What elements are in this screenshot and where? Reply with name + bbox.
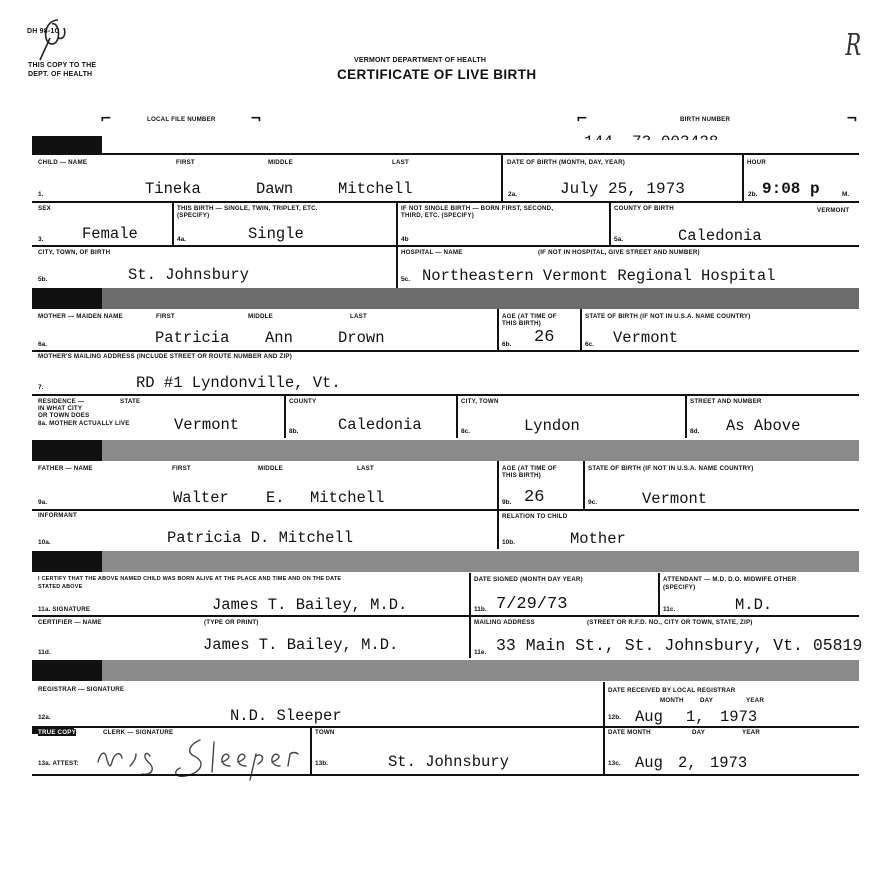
hospital-note: (IF NOT IN HOSPITAL, GIVE STREET AND NUMBER) <box>538 249 700 256</box>
county-of-birth: Caledonia <box>678 227 762 245</box>
father-section-label: FATHER — NAME <box>38 465 93 472</box>
local-file-label: LOCAL FILE NUMBER <box>147 116 216 123</box>
item-number: 4a. <box>177 236 187 243</box>
item-number: 8b. <box>289 428 299 435</box>
mother-first-name: Patricia <box>155 329 230 347</box>
rule <box>497 510 499 549</box>
last-label: LAST <box>357 465 374 472</box>
section-tab <box>32 440 102 461</box>
residence-state-label: STATE <box>120 398 141 405</box>
relation-to-child: Mother <box>570 530 626 548</box>
rule <box>172 202 174 246</box>
last-label: LAST <box>392 159 409 166</box>
corner-mark: R <box>845 28 862 63</box>
birth-type-label: THIS BIRTH — SINGLE, TWIN, TRIPLET, ETC. <box>177 205 318 212</box>
rule <box>583 461 585 510</box>
residence-label: 8a. MOTHER ACTUALLY LIVE <box>38 420 130 427</box>
certifier-label: CERTIFIER — NAME <box>38 619 102 626</box>
rule <box>32 726 859 728</box>
rule <box>685 395 687 438</box>
item-number: 9c. <box>588 499 598 506</box>
mother-last-name: Drown <box>338 329 385 347</box>
section-tab <box>32 288 102 309</box>
father-last-name: Mitchell <box>310 489 385 507</box>
item-number: 5c. <box>401 276 411 283</box>
rule <box>32 774 859 776</box>
item-number: 6c. <box>585 341 595 348</box>
city-of-birth: St. Johnsbury <box>128 266 249 284</box>
section-band <box>32 440 859 461</box>
certify-statement: I CERTIFY THAT THE ABOVE NAMED CHILD WAS BORN ALIVE AT THE PLACE AND TIME AND ON THE DATE <box>38 576 342 582</box>
agency-name: VERMONT DEPARTMENT OF HEALTH <box>354 57 487 64</box>
rule <box>609 202 611 246</box>
state-of-birth-label: STATE OF BIRTH (IF NOT IN U.S.A. NAME COUNTRY) <box>588 465 754 472</box>
rule <box>32 350 859 352</box>
item-number: 5b. <box>38 276 48 283</box>
rule <box>742 154 744 201</box>
birth-order-label: THIRD, ETC. (SPECIFY) <box>401 212 474 219</box>
item-number: 6a. <box>38 341 48 348</box>
date-of-birth: July 25, 1973 <box>560 180 685 198</box>
item-number: 4b <box>401 236 409 243</box>
corner-bracket: ¬ <box>846 111 858 127</box>
first-label: FIRST <box>156 313 175 320</box>
item-number: 13c. <box>608 760 621 767</box>
rule <box>32 245 859 247</box>
item-number: 8c. <box>461 428 471 435</box>
date-signed-label: DATE SIGNED (MONTH DAY YEAR) <box>474 576 583 583</box>
attest-date-label: DATE MONTH <box>608 729 651 736</box>
certifier-mailing-address: 33 Main St., St. Johnsbury, Vt. 05819 <box>496 636 863 655</box>
document-title: CERTIFICATE OF LIVE BIRTH <box>337 67 537 82</box>
mailing-address-note: (STREET OR R.F.D. NO., CITY OR TOWN, STATE, ZIP) <box>587 619 753 626</box>
rule <box>456 395 458 438</box>
birth-type: Single <box>248 225 304 243</box>
mother-mailing-address: RD #1 Lyndonville, Vt. <box>136 374 341 392</box>
day-label: DAY <box>692 729 706 736</box>
received-year: 1973 <box>720 708 758 726</box>
mailing-address-label: MOTHER'S MAILING ADDRESS (INCLUDE STREET OR ROUTE NUMBER AND ZIP) <box>38 353 292 360</box>
item-number: 9b. <box>502 499 512 506</box>
item-number: 2a. <box>508 191 518 198</box>
rule <box>32 615 859 617</box>
residence-street-label: STREET AND NUMBER <box>690 398 762 405</box>
item-number: 11c. <box>663 606 676 613</box>
section-tab <box>32 136 102 154</box>
corner-bracket: ⌐ <box>100 111 112 127</box>
item-number: 13b. <box>315 760 329 767</box>
middle-label: MIDDLE <box>268 159 293 166</box>
item-number: 3. <box>38 236 44 243</box>
father-state-of-birth: Vermont <box>642 490 708 508</box>
received-month: Aug <box>635 708 663 726</box>
hour-suffix: M. <box>842 191 850 198</box>
residence-city: Lyndon <box>524 417 580 435</box>
section-band <box>32 288 859 309</box>
county-of-birth-label: COUNTY OF BIRTH <box>614 205 674 212</box>
father-age: 26 <box>524 488 545 507</box>
item-number: 2b. <box>748 191 758 198</box>
type-or-print-label: (TYPE OR PRINT) <box>204 619 259 626</box>
item-number: 8d. <box>690 428 700 435</box>
age-label: AGE (AT TIME OF <box>502 313 557 320</box>
section-tab <box>32 660 102 681</box>
birth-number-label: BIRTH NUMBER <box>680 116 731 123</box>
clerk-signature-label: CLERK — SIGNATURE <box>103 729 174 736</box>
residence-city-label: CITY, TOWN <box>461 398 499 405</box>
date-signed: 7/29/73 <box>496 595 568 614</box>
signature-label: 11a. SIGNATURE <box>38 606 91 613</box>
child-sex: Female <box>82 225 138 243</box>
first-label: FIRST <box>176 159 195 166</box>
section-band <box>32 551 859 572</box>
item-number: 12b. <box>608 714 622 721</box>
residence-label: OR TOWN DOES <box>38 412 90 419</box>
city-of-birth-label: CITY, TOWN, OF BIRTH <box>38 249 111 256</box>
rule <box>310 727 312 775</box>
item-number: 6b. <box>502 341 512 348</box>
middle-label: MIDDLE <box>258 465 283 472</box>
rule <box>284 395 286 438</box>
attest-day: 2, <box>678 754 697 772</box>
item-number: 7. <box>38 384 44 391</box>
certifier-signature: James T. Bailey, M.D. <box>212 596 408 614</box>
copy-note-1: THIS COPY TO THE <box>28 62 97 69</box>
attest-month: Aug <box>635 754 663 772</box>
item-number: 11b. <box>474 606 487 613</box>
informant-name: Patricia D. Mitchell <box>167 529 354 547</box>
item-number: 9a. <box>38 499 48 506</box>
rule <box>580 309 582 351</box>
corner-bracket: ⌐ <box>576 111 588 127</box>
state-of-birth-label: STATE OF BIRTH (IF NOT IN U.S.A. NAME COUNTRY) <box>585 313 751 320</box>
father-first-name: Walter <box>173 489 229 507</box>
item-number: 10a. <box>38 539 51 546</box>
hospital-name: Northeastern Vermont Regional Hospital <box>422 267 776 285</box>
mother-section-label: MOTHER — MAIDEN NAME <box>38 313 123 320</box>
item-number: 12a. <box>38 714 51 721</box>
attendant-label: (SPECIFY) <box>663 584 696 591</box>
mailing-address-label: MAILING ADDRESS <box>474 619 535 626</box>
dob-label: DATE OF BIRTH (MONTH, DAY, YEAR) <box>507 159 626 166</box>
first-label: FIRST <box>172 465 191 472</box>
attest-town: St. Johnsbury <box>388 753 509 771</box>
residence-label: RESIDENCE — <box>38 398 85 405</box>
rule <box>32 153 859 155</box>
section-band <box>32 140 859 154</box>
rule <box>396 202 398 246</box>
rule <box>497 309 499 351</box>
rule <box>32 509 859 511</box>
rule <box>32 394 859 396</box>
section-tab <box>32 551 102 572</box>
form-code: DH 98-1C <box>27 28 60 35</box>
town-label: TOWN <box>315 729 335 736</box>
mother-age: 26 <box>534 328 555 347</box>
relation-label: RELATION TO CHILD <box>502 513 568 520</box>
rule <box>32 201 859 203</box>
date-received-label: DATE RECEIVED BY LOCAL REGISTRAR <box>608 687 736 694</box>
child-middle-name: Dawn <box>256 180 294 198</box>
residence-state: Vermont <box>174 416 240 434</box>
attendant-label: ATTENDANT — M.D. D.O. MIDWIFE OTHER <box>663 576 797 583</box>
year-label: YEAR <box>742 729 760 736</box>
sex-label: SEX <box>38 205 51 212</box>
corner-bracket: ¬ <box>250 111 262 127</box>
true-copy-label: TRUE COPY <box>38 729 76 736</box>
age-label: THIS BIRTH) <box>502 472 541 479</box>
last-label: LAST <box>350 313 367 320</box>
day-label: DAY <box>700 697 714 704</box>
rule <box>658 573 660 616</box>
attendant-type: M.D. <box>735 596 773 614</box>
residence-county-label: COUNTY <box>289 398 317 405</box>
birth-type-label: (SPECIFY) <box>177 212 210 219</box>
age-label: AGE (AT TIME OF <box>502 465 557 472</box>
item-number: 11d. <box>38 649 51 656</box>
certifier-name: James T. Bailey, M.D. <box>203 636 399 654</box>
registrar-name: N.D. Sleeper <box>230 707 342 725</box>
residence-street: As Above <box>726 417 801 435</box>
mother-state-of-birth: Vermont <box>613 329 679 347</box>
middle-label: MIDDLE <box>248 313 273 320</box>
rule <box>501 154 503 201</box>
attest-year: 1973 <box>710 754 748 772</box>
age-label: THIS BIRTH) <box>502 320 541 327</box>
registrar-label: REGISTRAR — SIGNATURE <box>38 686 125 693</box>
informant-label: INFORMANT <box>38 512 77 519</box>
hospital-label: HOSPITAL — NAME <box>401 249 463 256</box>
item-number: 1. <box>38 191 44 198</box>
hour-of-birth: 9:08 p <box>762 180 820 198</box>
copy-note-2: DEPT. OF HEALTH <box>28 71 93 78</box>
child-section-label: CHILD — NAME <box>38 159 88 166</box>
item-number: 10b. <box>502 539 516 546</box>
rule <box>603 682 605 775</box>
rule <box>469 573 471 616</box>
rule <box>396 246 398 288</box>
mother-middle-name: Ann <box>265 329 293 347</box>
residence-label: IN WHAT CITY <box>38 405 83 412</box>
certify-statement: STATED ABOVE <box>38 584 83 590</box>
hour-label: HOUR <box>747 159 767 166</box>
item-number: 5a. <box>614 236 624 243</box>
birth-order-label: IF NOT SINGLE BIRTH — BORN FIRST, SECOND, <box>401 205 554 212</box>
residence-county: Caledonia <box>338 416 422 434</box>
attest-label: 13a. ATTEST: <box>38 760 79 767</box>
initial-mark <box>28 14 84 66</box>
item-number: 11e. <box>474 649 487 656</box>
vermont-label: VERMONT <box>817 207 850 214</box>
rule <box>469 616 471 658</box>
received-day: 1, <box>686 708 705 726</box>
month-label: MONTH <box>660 697 684 704</box>
child-last-name: Mitchell <box>338 180 413 198</box>
section-band <box>32 660 859 681</box>
child-first-name: Tineka <box>145 180 201 198</box>
rule <box>497 461 499 510</box>
year-label: YEAR <box>746 697 764 704</box>
father-middle-name: E. <box>266 489 285 507</box>
